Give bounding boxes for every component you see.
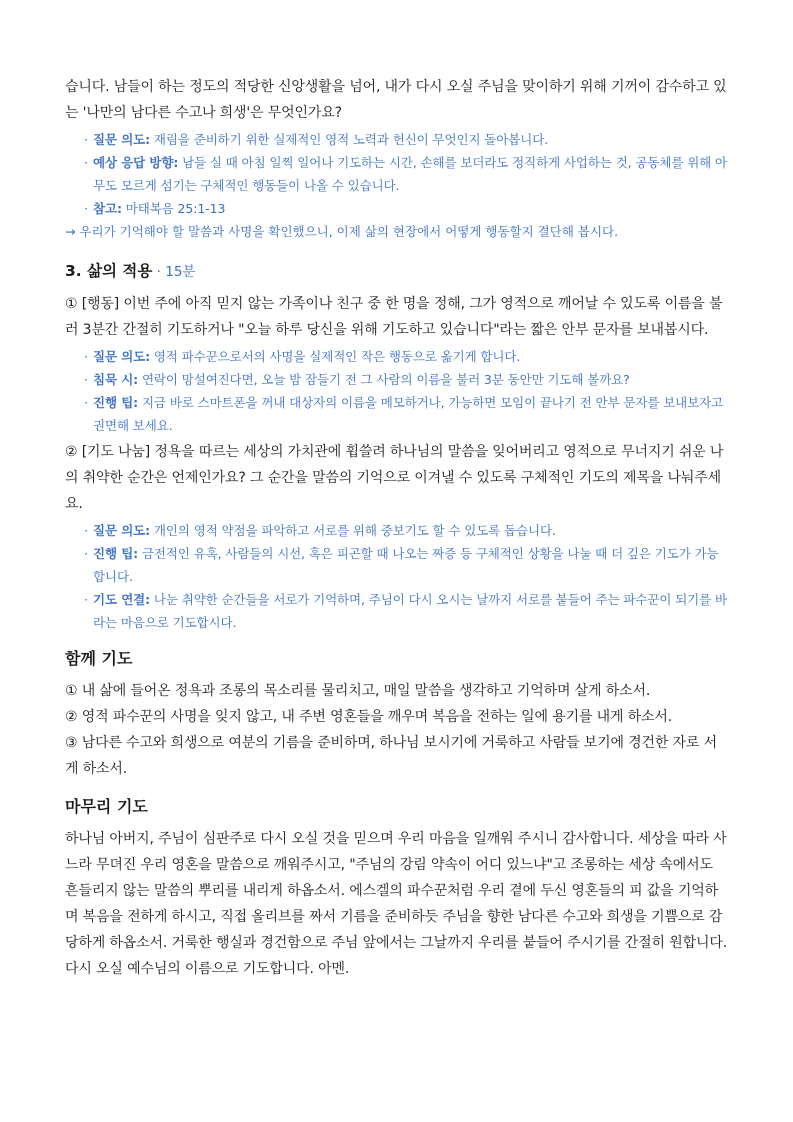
note-item: · 진행 팁: 금전적인 유혹, 사람들의 시선, 혹은 피곤할 때 나오는 짜증 등 구체적인 상황을 나눌 때 더 깊은 기도가 가능합니다. (84, 546, 719, 584)
document-page (65, 74, 729, 982)
prayer-item: ② 영적 파수꾼의 사명을 잊지 않고, 내 주변 영혼들을 깨우며 복음을 전하는 일에 용기를 내게 하소서. (65, 709, 673, 725)
transition-line: → 우리가 기억해야 할 말씀과 사명을 확인했으니, 이제 삶의 현장에서 어떻게 행동할지 결단해 봅시다. (65, 224, 619, 239)
question-paragraph: ① [행동] 이번 주에 아직 믿지 않는 가족이나 친구 중 한 명을 정해, 그가 영적으로 깨어날 수 있도록 이름을 불러 3분간 간절히 기도하거나 "오늘 하루 당신을 위해 기도하고 있습니다"라는 짧은 안부 문자를 보내봅시다. (65, 296, 723, 338)
closing-prayer-heading: 마무리 기도 (65, 797, 148, 816)
note-item: · 침묵 시: 연락이 망설여진다면, 오늘 밤 잠들기 전 그 사람의 이름을 불러 3분 동안만 기도해 볼까요? (84, 372, 630, 387)
question-paragraph: ② [기도 나눔] 정욕을 따르는 세상의 가치관에 휩쓸려 하나님의 말씀을 잊어버리고 영적으로 무너지기 쉬운 나의 취약한 순간은 언제인가요? 그 순간을 말씀의 기억으로 이겨낼 수 있도록 구체적인 기도의 제목을 나눠주세요. (65, 444, 724, 512)
prayer-item: ③ 남다른 수고와 희생으로 여분의 기름을 준비하며, 하나님 보시기에 거룩하고 사람들 보기에 경건한 자로 서게 하소서. (65, 735, 717, 777)
note-item: · 기도 연결: 나눈 취약한 순간들을 서로가 기억하며, 주님이 다시 오시는 날까지 서로를 붙들어 주는 파수꾼이 되기를 바라는 마음으로 기도합시다. (84, 592, 727, 630)
prayer-together-heading: 함께 기도 (65, 649, 133, 668)
note-item: · 진행 팁: 지금 바로 스마트폰을 꺼내 대상자의 이름을 메모하거나, 가능하면 모임이 끝나기 전 안부 문자를 보내보자고 권면해 보세요. (84, 395, 724, 433)
note-item: · 질문 의도: 영적 파수꾼으로서의 사명을 실제적인 작은 행동으로 옮기게 합니다. (84, 349, 521, 364)
note-item: · 질문 의도: 개인의 영적 약점을 파악하고 서로를 위해 중보기도 할 수 있도록 돕습니다. (84, 523, 556, 538)
note-item: · 질문 의도: 재림을 준비하기 위한 실제적인 영적 노력과 헌신이 무엇인지 돌아봅니다. (84, 132, 549, 147)
prayer-item: ① 내 삶에 들어온 정욕과 조롱의 목소리를 물리치고, 매일 말씀을 생각하고 기억하며 살게 하소서. (65, 683, 651, 699)
intro-paragraph: 습니다. 남들이 하는 정도의 적당한 신앙생활을 넘어, 내가 다시 오실 주님을 맞이하기 위해 기꺼이 감수하고 있는 '나만의 남다른 수고나 희생'은 무엇인가요? (65, 79, 727, 121)
note-item: · 참고: 마태복음 25:1-13 (84, 201, 226, 216)
section-heading: 3. 삶의 적용 · 15분 (65, 262, 196, 280)
closing-prayer-text: 하나님 아버지, 주님이 심판주로 다시 오실 것을 믿으며 우리 마음을 일깨워 주시니 감사합니다. 세상을 따라 사느라 무뎌진 우리 영혼을 말씀으로 깨워주시고, "주님의 강림 약속이 어디 있느냐"고 조롱하는 세상 속에서도 흔들리지 않는 말씀의 뿌리를 내리게 하옵소서. 에스겔의 파수꾼처럼 우리 곁에 두신 영혼들의 피 값을 기억하며 복음을 전하게 하시고, 직접 올리브를 짜서 기름을 준비하듯 주님을 향한 남다른 수고와 희생을 기쁨으로 감당하게 하옵소서. 거룩한 행실과 경건함으로 주님 앞에서는 그날까지 우리를 붙들어 주시기를 간절히 원합니다. 다시 오실 예수님의 이름으로 기도합니다. 아멘. (65, 831, 728, 977)
note-item: · 예상 응답 방향: 남들 실 때 아침 일찍 일어나 기도하는 시간, 손해를 보더라도 정직하게 사업하는 것, 공동체를 위해 아무도 모르게 섬기는 구체적인 행동들이 나올 수 있습니다. (84, 155, 727, 193)
